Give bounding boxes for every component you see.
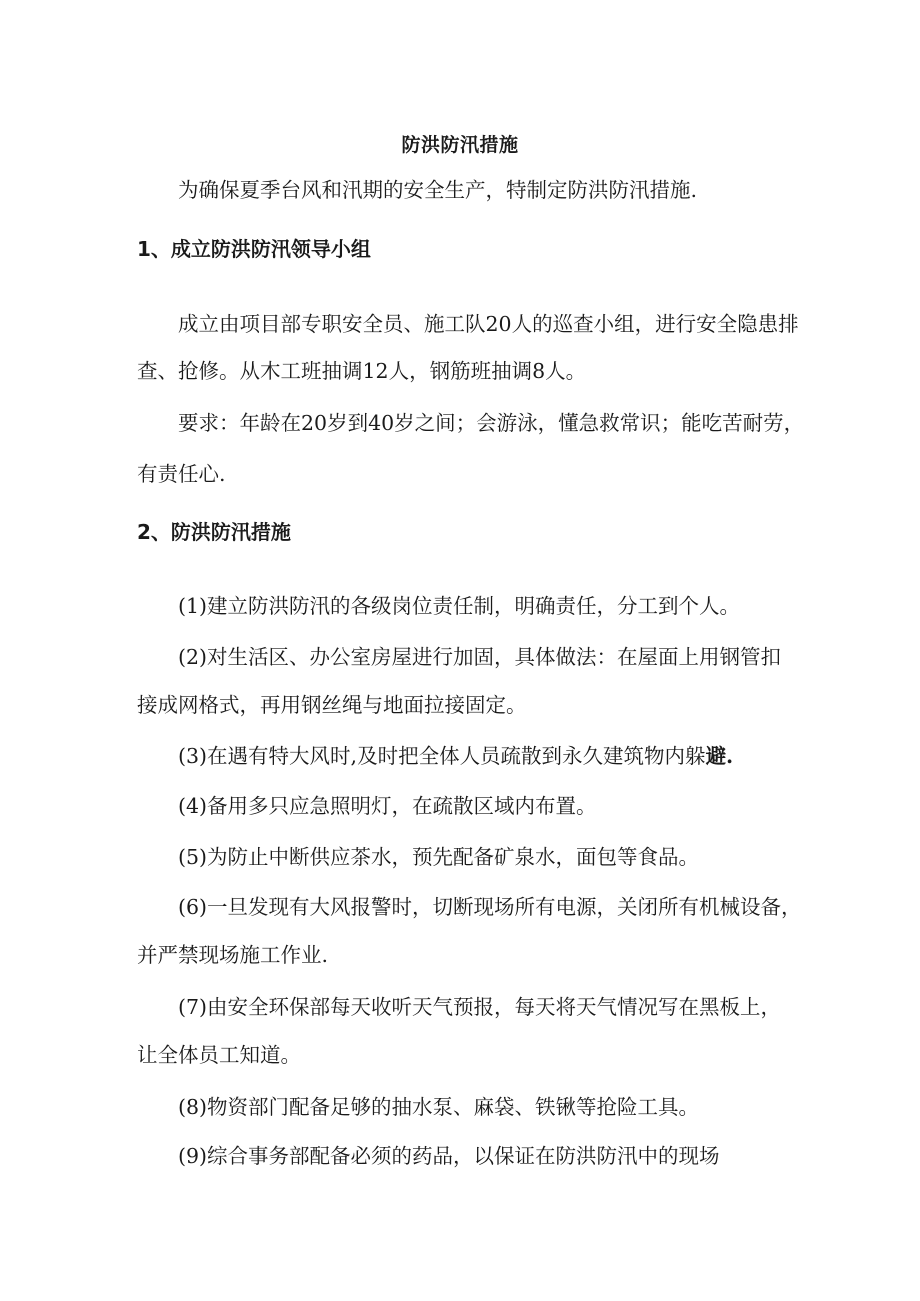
list-item-number: (3)	[178, 744, 208, 768]
list-item	[178, 592, 740, 620]
list-item	[178, 893, 802, 921]
list-item-text: 综合事务部配备必须的药品，以保证在防洪防汛中的现场	[207, 1144, 720, 1168]
list-item-number: (9)	[178, 1144, 208, 1168]
list-item-number: (8)	[178, 1095, 208, 1119]
list-item-number: (2)	[178, 645, 208, 669]
list-item	[178, 1142, 720, 1170]
list-item	[178, 1093, 699, 1121]
list-item	[178, 742, 733, 770]
list-item-text: 备用多只应急照明灯，在疏散区域内布置。	[207, 794, 597, 818]
list-item-text-bold: 避.	[705, 744, 734, 768]
section-1-paragraph-1-line-2: 查、抢修。从木工班抽调12人，钢筋班抽调8人。	[137, 359, 587, 383]
list-item-continuation: 让全体员工知道。	[137, 1043, 301, 1067]
section-1-heading: 1、成立防洪防汛领导小组	[137, 237, 371, 261]
list-item-text: 由安全环保部每天收听天气预报，每天将天气情况写在黑板上，	[207, 995, 782, 1019]
list-item	[178, 843, 699, 871]
list-item-text: 物资部门配备足够的抽水泵、麻袋、铁锹等抢险工具。	[207, 1095, 700, 1119]
list-item-text: 建立防洪防汛的各级岗位责任制，明确责任，分工到个人。	[207, 594, 741, 618]
list-item-continuation: 并严禁现场施工作业.	[137, 943, 329, 967]
list-item-continuation: 接成网格式，再用钢丝绳与地面拉接固定。	[137, 693, 527, 717]
list-item	[178, 993, 781, 1021]
list-item-number: (5)	[178, 845, 208, 869]
document-title: 防洪防汛措施	[401, 134, 519, 156]
list-item-number: (1)	[178, 594, 208, 618]
intro-text: 为确保夏季台风和汛期的安全生产，特制定防洪防汛措施.	[178, 178, 698, 202]
section-2-heading: 2、防洪防汛措施	[137, 520, 291, 544]
list-item-text: 对生活区、办公室房屋进行加固，具体做法：在屋面上用钢管扣	[207, 645, 782, 669]
section-1-paragraph-2-line-2: 有责任心.	[137, 462, 226, 486]
list-item	[178, 643, 781, 671]
list-item-number: (6)	[178, 895, 208, 919]
list-item-number: (7)	[178, 995, 208, 1019]
list-item-text: 一旦发现有大风报警时，切断现场所有电源，关闭所有机械设备，	[207, 895, 802, 919]
section-1-paragraph-1-line-1: 成立由项目部专职安全员、施工队20人的巡查小组，进行安全隐患排	[178, 312, 799, 336]
list-item	[178, 792, 597, 820]
list-item-number: (4)	[178, 794, 208, 818]
section-1-paragraph-2-line-1: 要求：年龄在20岁到40岁之间；会游泳，懂急救常识；能吃苦耐劳，	[178, 411, 805, 435]
list-item-text: 为防止中断供应茶水，预先配备矿泉水，面包等食品。	[207, 845, 700, 869]
list-item-text: 在遇有特大风时,及时把全体人员疏散到永久建筑物内躲	[207, 744, 706, 768]
